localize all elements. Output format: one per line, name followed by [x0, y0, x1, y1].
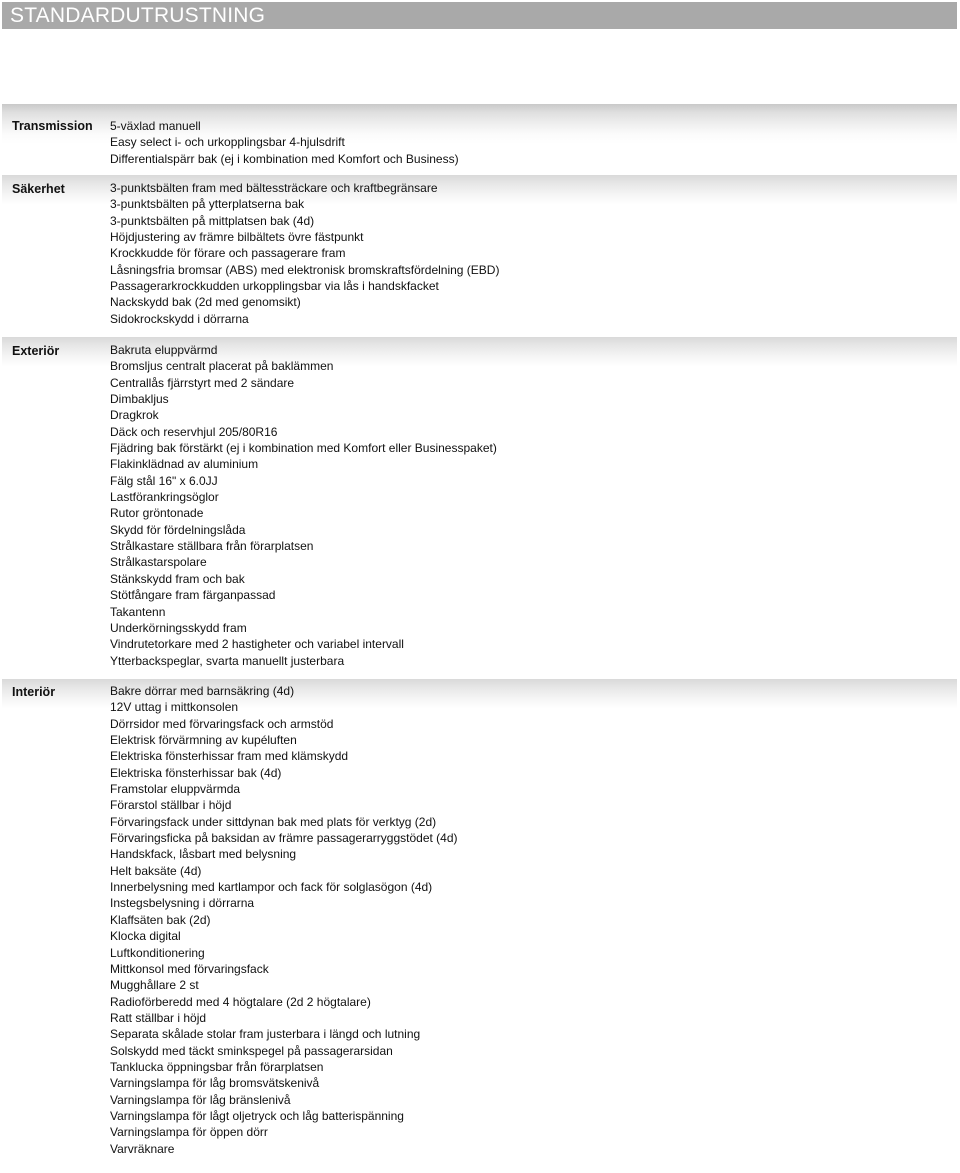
page-title: STANDARDUTRUSTNING: [10, 4, 266, 27]
equipment-item: Fjädring bak förstärkt (ej i kombination med Komfort eller Businesspaket): [110, 441, 497, 456]
equipment-item: Strålkastarspolare: [110, 555, 207, 570]
equipment-item: Flakinklädnad av aluminium: [110, 457, 259, 472]
equipment-item: Sidokrockskydd i dörrarna: [110, 311, 249, 326]
equipment-item: Handskfack, låsbart med belysning: [110, 847, 297, 862]
equipment-item: Bromsljus centralt placerat på baklämmen: [110, 359, 334, 374]
equipment-item: Elektriska fönsterhissar fram med klämskydd: [110, 749, 349, 764]
equipment-item: Lastförankringsöglor: [110, 490, 219, 505]
equipment-item: Strålkastare ställbara från förarplatsen: [110, 539, 314, 554]
equipment-item: Framstolar eluppvärmda: [110, 782, 241, 797]
equipment-item: 3-punktsbälten på mittplatsen bak (4d): [110, 213, 315, 228]
equipment-item: Rutor gröntonade: [110, 506, 204, 521]
equipment-item: Dimbakljus: [110, 392, 169, 407]
equipment-item: 12V uttag i mittkonsolen: [110, 700, 239, 715]
equipment-item: Varningslampa för lågt oljetryck och låg batterispänning: [110, 1108, 404, 1123]
section-item-list: [110, 683, 458, 1157]
section-category-label: Interiör: [12, 685, 56, 699]
equipment-item: Skydd för fördelningslåda: [110, 522, 246, 537]
equipment-item: Helt baksäte (4d): [110, 863, 202, 878]
title-bar: [2, 2, 957, 29]
equipment-item: Förvaringsfack under sittdynan bak med plats för verktyg (2d): [110, 814, 437, 829]
equipment-item: Passagerarkrockkudden urkopplingsbar via lås i handskfacket: [110, 279, 439, 294]
equipment-item: Innerbelysning med kartlampor och fack för solglasögon (4d): [110, 880, 433, 895]
equipment-item: Stötfångare fram färganpassad: [110, 588, 276, 603]
equipment-item: Nackskydd bak (2d med genomsikt): [110, 295, 301, 310]
section-item-list: [110, 342, 497, 669]
section-category-label: Säkerhet: [12, 182, 65, 196]
equipment-item: Dragkrok: [110, 408, 159, 423]
equipment-item: Fälg stål 16" x 6.0JJ: [110, 473, 218, 488]
equipment-item: Varningslampa för låg bränslenivå: [110, 1092, 291, 1107]
section-item-list: [110, 118, 459, 167]
equipment-item: Radioförberedd med 4 högtalare (2d 2 högtalare): [110, 994, 371, 1009]
equipment-item: Ratt ställbar i höjd: [110, 1010, 207, 1025]
equipment-item: Varningslampa för låg bromsvätskenivå: [110, 1076, 320, 1091]
equipment-item: Elektrisk förvärmning av kupéluften: [110, 733, 297, 748]
equipment-item: Solskydd med täckt sminkspegel på passagerarsidan: [110, 1043, 393, 1058]
equipment-item: Separata skålade stolar fram justerbara i längd och lutning: [110, 1027, 421, 1042]
equipment-item: Underkörningsskydd fram: [110, 620, 247, 635]
equipment-item: Förvaringsficka på baksidan av främre passagerarryggstödet (4d): [110, 831, 458, 846]
equipment-item: Bakruta eluppvärmd: [110, 343, 218, 357]
equipment-item: 3-punktsbälten fram med bältessträckare och kraftbegränsare: [110, 181, 438, 195]
equipment-item: Vindrutetorkare med 2 hastigheter och variabel intervall: [110, 637, 404, 652]
equipment-item: Däck och reservhjul 205/80R16: [110, 424, 278, 439]
equipment-item: Ytterbackspeglar, svarta manuellt justerbara: [110, 653, 345, 668]
section-category-label: Transmission: [12, 119, 93, 133]
equipment-item: Varningslampa för öppen dörr: [110, 1125, 268, 1140]
equipment-item: Elektriska fönsterhissar bak (4d): [110, 765, 282, 780]
equipment-item: Förarstol ställbar i höjd: [110, 798, 232, 813]
equipment-item: Luftkonditionering: [110, 945, 205, 960]
section-item-list: [110, 180, 499, 327]
equipment-item: Instegsbelysning i dörrarna: [110, 896, 255, 911]
equipment-item: Differentialspärr bak (ej i kombination med Komfort och Business): [110, 151, 459, 166]
equipment-item: Tanklucka öppningsbar från förarplatsen: [110, 1059, 324, 1074]
equipment-item: Takantenn: [110, 604, 166, 619]
equipment-item: 5-växlad manuell: [110, 119, 201, 133]
equipment-item: Låsningsfria bromsar (ABS) med elektronisk bromskraftsfördelning (EBD): [110, 262, 500, 277]
equipment-item: Klaffsäten bak (2d): [110, 912, 211, 927]
equipment-item: Höjdjustering av främre bilbältets övre fästpunkt: [110, 230, 364, 245]
equipment-item: Mugghållare 2 st: [110, 978, 199, 993]
equipment-item: Bakre dörrar med barnsäkring (4d): [110, 684, 295, 698]
equipment-item: 3-punktsbälten på ytterplatserna bak: [110, 197, 305, 212]
equipment-item: Krockkudde för förare och passagerare fram: [110, 246, 346, 261]
section-category-label: Exteriör: [12, 344, 60, 358]
equipment-item: Varvräknare: [110, 1141, 175, 1156]
equipment-item: Klocka digital: [110, 929, 181, 944]
equipment-item: Easy select i- och urkopplingsbar 4-hjulsdrift: [110, 135, 345, 150]
equipment-item: Centrallås fjärrstyrt med 2 sändare: [110, 375, 295, 390]
equipment-item: Dörrsidor med förvaringsfack och armstöd: [110, 716, 334, 731]
equipment-item: Mittkonsol med förvaringsfack: [110, 961, 269, 976]
equipment-item: Stänkskydd fram och bak: [110, 571, 245, 586]
